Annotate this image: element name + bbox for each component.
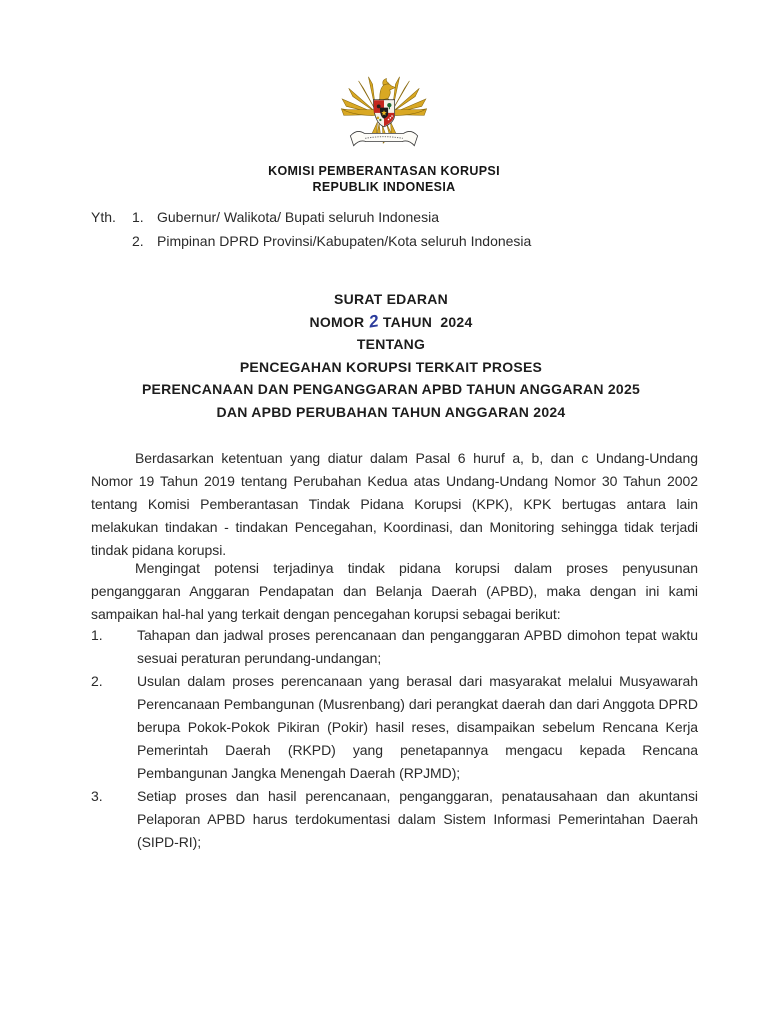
list-item-text: Usulan dalam proses perencanaan yang berasal dari masyarakat melalui Musyawarah Perencanaan Pembangunan (Musrenbang) dari perangkat daerah dan dari Anggota DPRD berupa Pokok-Pokok Pikiran (Pokir) hasil reses, disampaikan sebelum Rencana Kerja Pemerintah Daerah (RKPD) yang penetapannya mengacu kepada Rencana Pembangunan Jangka Menengah Daerah (RPJMD); bbox=[137, 673, 698, 781]
list-item-text: Setiap proses dan hasil perencanaan, penganggaran, penatausahaan dan akuntansi Pelaporan APBD harus terdokumentasi dalam Sistem Informasi Pemerintahan Daerah (SIPD-RI); bbox=[137, 788, 698, 850]
addressee-row bbox=[91, 229, 651, 253]
numbered-list bbox=[91, 624, 698, 854]
title-nomor-line bbox=[84, 311, 698, 334]
list-item bbox=[91, 624, 698, 670]
list-item-number: 3. bbox=[91, 788, 103, 804]
addressee-label: Yth. bbox=[91, 209, 116, 225]
nomor-prefix: NOMOR bbox=[309, 313, 365, 330]
addressee-number: 1. bbox=[132, 209, 144, 225]
list-item-text: Tahapan dan jadwal proses perencanaan dan penganggaran APBD dimohon tepat waktu sesuai peraturan perundang-undangan; bbox=[137, 627, 698, 666]
title-surat-edaran: SURAT EDARAN bbox=[334, 291, 448, 307]
addressee-text: Pimpinan DPRD Provinsi/Kabupaten/Kota seluruh Indonesia bbox=[157, 233, 532, 249]
addressee-label-spacer bbox=[91, 229, 132, 253]
kpk-letterhead bbox=[0, 76, 768, 194]
addressee-text: Gubernur/ Walikota/ Bupati seluruh Indonesia bbox=[157, 209, 439, 225]
addressee-row bbox=[91, 205, 651, 229]
body-paragraph-1: Berdasarkan ketentuan yang diatur dalam Pasal 6 huruf a, b, dan c Undang-Undang Nomor 19 Tahun 2019 tentang Perubahan Kedua atas Undang-Undang Nomor 30 Tahun 2002 tentang Komisi Pemberantasan Tindak Pidana Korupsi (KPK), KPK bertugas antara lain melakukan tindakan - tindakan Pencegahan, Koordinasi, dan Monitoring sehingga tidak terjadi tindak pidana korupsi. bbox=[91, 450, 698, 558]
title-subject-line1: PENCEGAHAN KORUPSI TERKAIT PROSES bbox=[239, 358, 543, 375]
org-name-line1: KOMISI PEMBERANTASAN KORUPSI bbox=[268, 164, 500, 178]
title-tentang: TENTANG bbox=[356, 336, 426, 352]
addressee-number: 2. bbox=[132, 233, 144, 249]
garuda-pancasila-emblem-icon bbox=[338, 76, 430, 158]
list-item-number: 2. bbox=[91, 673, 103, 689]
org-name-line2: REPUBLIK INDONESIA bbox=[312, 179, 456, 194]
list-item-number: 1. bbox=[91, 627, 103, 643]
nomor-suffix: TAHUN 2024 bbox=[382, 313, 473, 330]
addressee-block bbox=[91, 205, 651, 253]
list-item bbox=[91, 670, 698, 785]
body-paragraph-2: Mengingat potensi terjadinya tindak pidana korupsi dalam proses penyusunan penganggaran Anggaran Pendapatan dan Belanja Daerah (APBD), maka dengan ini kami sampaikan hal-hal yang terkait dengan pencegahan korupsi sebagai berikut: bbox=[91, 560, 698, 622]
title-subject-line3: DAN APBD PERUBAHAN TAHUN ANGGARAN 2024 bbox=[216, 403, 566, 420]
title-subject-line2: PERENCANAAN DAN PENGANGGARAN APBD TAHUN ANGGARAN 2025 bbox=[141, 381, 641, 397]
handwritten-nomor-value: 2 bbox=[367, 310, 381, 332]
letter-title-block bbox=[84, 288, 698, 423]
list-item bbox=[91, 785, 698, 854]
